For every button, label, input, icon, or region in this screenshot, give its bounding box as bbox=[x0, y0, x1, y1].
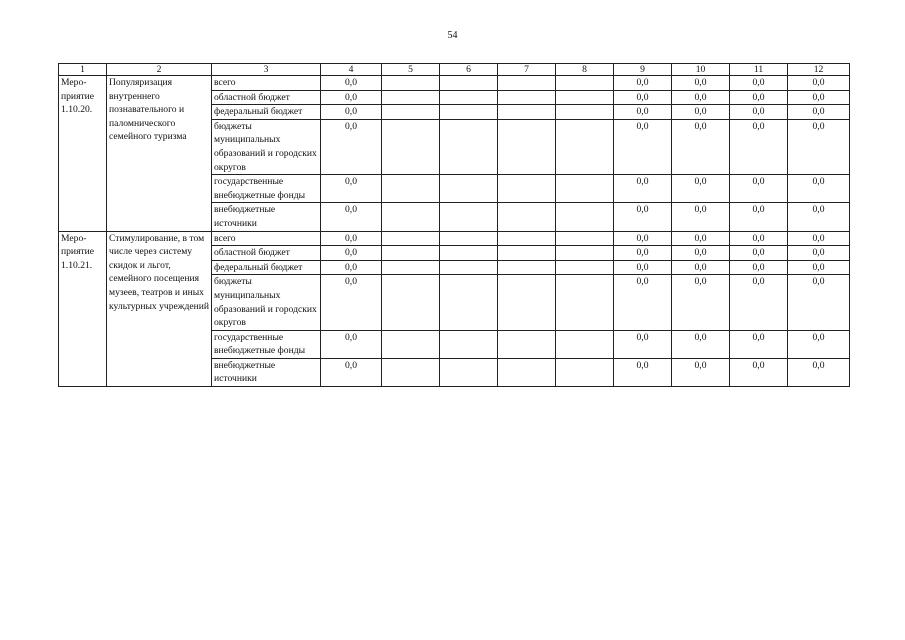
value-cell bbox=[440, 175, 498, 203]
value-cell: 0,0 bbox=[788, 275, 850, 330]
value-cell: 0,0 bbox=[672, 76, 730, 91]
value-cell bbox=[498, 119, 556, 174]
measure-code-line: 1.10.20. bbox=[61, 104, 93, 116]
funding-source: областной бюджет bbox=[212, 90, 321, 105]
value-cell: 0,0 bbox=[321, 260, 382, 275]
value-cell bbox=[382, 231, 440, 246]
value-cell: 0,0 bbox=[321, 76, 382, 91]
measure-code-line: Меро- bbox=[61, 232, 87, 244]
value-cell bbox=[382, 358, 440, 386]
value-cell bbox=[556, 246, 614, 261]
measure-code bbox=[59, 76, 107, 232]
value-cell bbox=[440, 119, 498, 174]
value-cell: 0,0 bbox=[321, 231, 382, 246]
measure-name: Популяризация внутреннего познавательного и паломнического семейного туризма bbox=[107, 76, 212, 232]
value-cell bbox=[556, 76, 614, 91]
page-number: 54 bbox=[447, 30, 458, 41]
value-cell: 0,0 bbox=[788, 246, 850, 261]
funding-source: всего bbox=[212, 76, 321, 91]
value-cell bbox=[556, 119, 614, 174]
value-cell: 0,0 bbox=[614, 76, 672, 91]
value-cell bbox=[382, 90, 440, 105]
funding-source: областной бюджет bbox=[212, 246, 321, 261]
value-cell: 0,0 bbox=[672, 119, 730, 174]
value-cell bbox=[440, 76, 498, 91]
value-cell bbox=[440, 330, 498, 358]
value-cell bbox=[498, 246, 556, 261]
value-cell bbox=[498, 275, 556, 330]
value-cell bbox=[498, 175, 556, 203]
value-cell: 0,0 bbox=[614, 275, 672, 330]
value-cell bbox=[382, 105, 440, 120]
value-cell bbox=[498, 358, 556, 386]
value-cell: 0,0 bbox=[672, 260, 730, 275]
funding-source: государственные внебюджетные фонды bbox=[212, 175, 321, 203]
measure-code-line: Меро- bbox=[61, 77, 87, 88]
value-cell bbox=[440, 275, 498, 330]
value-cell: 0,0 bbox=[788, 260, 850, 275]
column-header: 6 bbox=[440, 64, 498, 76]
value-cell bbox=[556, 358, 614, 386]
value-cell bbox=[556, 260, 614, 275]
funding-source: федеральный бюджет bbox=[212, 105, 321, 120]
value-cell: 0,0 bbox=[614, 90, 672, 105]
value-cell bbox=[498, 90, 556, 105]
value-cell: 0,0 bbox=[672, 246, 730, 261]
value-cell bbox=[382, 76, 440, 91]
measure-code-line: приятие bbox=[61, 246, 95, 258]
value-cell bbox=[440, 358, 498, 386]
value-cell: 0,0 bbox=[614, 231, 672, 246]
value-cell: 0,0 bbox=[730, 246, 788, 261]
value-cell bbox=[556, 231, 614, 246]
value-cell bbox=[498, 330, 556, 358]
value-cell: 0,0 bbox=[321, 330, 382, 358]
value-cell bbox=[382, 175, 440, 203]
value-cell bbox=[556, 105, 614, 120]
measure-code-line: 1.10.21. bbox=[61, 259, 93, 271]
value-cell: 0,0 bbox=[730, 275, 788, 330]
value-cell: 0,0 bbox=[614, 246, 672, 261]
value-cell bbox=[440, 231, 498, 246]
funding-source: внебюджетные источники bbox=[212, 358, 321, 386]
value-cell bbox=[382, 330, 440, 358]
column-header: 3 bbox=[212, 64, 321, 76]
value-cell: 0,0 bbox=[614, 119, 672, 174]
value-cell: 0,0 bbox=[672, 358, 730, 386]
value-cell: 0,0 bbox=[321, 246, 382, 261]
value-cell: 0,0 bbox=[788, 105, 850, 120]
value-cell: 0,0 bbox=[788, 76, 850, 91]
column-header: 11 bbox=[730, 64, 788, 76]
value-cell bbox=[498, 260, 556, 275]
value-cell bbox=[556, 90, 614, 105]
value-cell: 0,0 bbox=[730, 175, 788, 203]
value-cell: 0,0 bbox=[672, 275, 730, 330]
column-number-row bbox=[59, 64, 850, 76]
value-cell: 0,0 bbox=[614, 203, 672, 231]
funding-source: всего bbox=[212, 231, 321, 246]
value-cell: 0,0 bbox=[730, 203, 788, 231]
value-cell: 0,0 bbox=[321, 105, 382, 120]
value-cell: 0,0 bbox=[788, 231, 850, 246]
value-cell: 0,0 bbox=[672, 231, 730, 246]
table-row bbox=[59, 76, 850, 91]
value-cell: 0,0 bbox=[730, 76, 788, 91]
column-header: 5 bbox=[382, 64, 440, 76]
value-cell: 0,0 bbox=[614, 105, 672, 120]
value-cell bbox=[440, 90, 498, 105]
budget-table bbox=[58, 63, 850, 387]
value-cell: 0,0 bbox=[672, 105, 730, 120]
value-cell: 0,0 bbox=[614, 358, 672, 386]
value-cell: 0,0 bbox=[730, 260, 788, 275]
value-cell bbox=[498, 76, 556, 91]
value-cell bbox=[556, 275, 614, 330]
value-cell bbox=[440, 105, 498, 120]
value-cell bbox=[382, 260, 440, 275]
value-cell: 0,0 bbox=[321, 358, 382, 386]
value-cell bbox=[382, 275, 440, 330]
value-cell: 0,0 bbox=[614, 175, 672, 203]
value-cell bbox=[382, 119, 440, 174]
value-cell: 0,0 bbox=[321, 203, 382, 231]
value-cell bbox=[498, 203, 556, 231]
column-header: 1 bbox=[59, 64, 107, 76]
value-cell: 0,0 bbox=[672, 175, 730, 203]
column-header: 2 bbox=[107, 64, 212, 76]
value-cell: 0,0 bbox=[321, 275, 382, 330]
value-cell: 0,0 bbox=[730, 358, 788, 386]
value-cell bbox=[556, 175, 614, 203]
value-cell: 0,0 bbox=[788, 90, 850, 105]
measure-code bbox=[59, 231, 107, 387]
value-cell: 0,0 bbox=[788, 330, 850, 358]
value-cell bbox=[382, 246, 440, 261]
funding-source: внебюджетные источники bbox=[212, 203, 321, 231]
column-header: 4 bbox=[321, 64, 382, 76]
value-cell: 0,0 bbox=[730, 105, 788, 120]
value-cell: 0,0 bbox=[788, 203, 850, 231]
value-cell: 0,0 bbox=[730, 90, 788, 105]
column-header: 12 bbox=[788, 64, 850, 76]
value-cell: 0,0 bbox=[730, 119, 788, 174]
funding-source: федеральный бюджет bbox=[212, 260, 321, 275]
value-cell bbox=[556, 330, 614, 358]
value-cell: 0,0 bbox=[321, 175, 382, 203]
value-cell: 0,0 bbox=[672, 90, 730, 105]
value-cell bbox=[556, 203, 614, 231]
column-header: 9 bbox=[614, 64, 672, 76]
value-cell: 0,0 bbox=[730, 231, 788, 246]
column-header: 7 bbox=[498, 64, 556, 76]
value-cell bbox=[440, 260, 498, 275]
value-cell bbox=[498, 105, 556, 120]
value-cell bbox=[498, 231, 556, 246]
value-cell: 0,0 bbox=[321, 119, 382, 174]
value-cell bbox=[440, 203, 498, 231]
table-row bbox=[59, 231, 850, 246]
funding-source: бюджеты муниципальных образований и городских округов bbox=[212, 119, 321, 174]
value-cell: 0,0 bbox=[788, 175, 850, 203]
value-cell: 0,0 bbox=[614, 330, 672, 358]
measure-name: Стимулирование, в том числе через систему скидок и льгот, семейного посещения музеев, театров и иных культурных учреждений bbox=[107, 231, 212, 387]
value-cell: 0,0 bbox=[730, 330, 788, 358]
column-header: 10 bbox=[672, 64, 730, 76]
funding-source: бюджеты муниципальных образований и городских округов bbox=[212, 275, 321, 330]
value-cell: 0,0 bbox=[321, 90, 382, 105]
value-cell: 0,0 bbox=[788, 358, 850, 386]
value-cell: 0,0 bbox=[672, 203, 730, 231]
value-cell bbox=[440, 246, 498, 261]
value-cell: 0,0 bbox=[672, 330, 730, 358]
value-cell bbox=[382, 203, 440, 231]
funding-source: государственные внебюджетные фонды bbox=[212, 330, 321, 358]
measure-code-line: приятие bbox=[61, 90, 95, 102]
value-cell: 0,0 bbox=[614, 260, 672, 275]
value-cell: 0,0 bbox=[788, 119, 850, 174]
column-header: 8 bbox=[556, 64, 614, 76]
